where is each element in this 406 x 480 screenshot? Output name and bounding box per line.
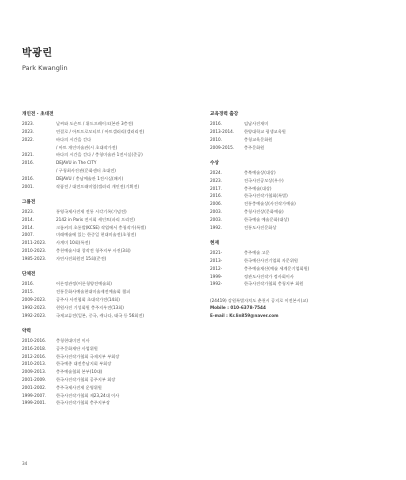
entry-year: 1999-2001. xyxy=(22,400,47,406)
cv-section xyxy=(22,111,197,190)
cv-entry xyxy=(22,288,197,296)
entry-text: 충주예술협회 본부(10대) xyxy=(56,369,103,375)
cv-section xyxy=(210,240,390,288)
entry-year: 1992-2023. xyxy=(22,304,47,310)
entry-year: 1999-2007. xyxy=(22,392,47,398)
entry-text: 충청사진상(문화예술) xyxy=(244,209,284,215)
cv-section xyxy=(210,111,390,151)
cv-entry xyxy=(210,273,390,281)
entry-year: 1992. xyxy=(210,224,222,230)
entry-text: DEJAVU in The CITY xyxy=(56,160,97,166)
entry-year: 2023. xyxy=(22,121,34,127)
entry-text: 충주예술재산(예술 세계문기업회원) xyxy=(244,265,310,271)
entry-year: 2010-2013. xyxy=(22,361,47,367)
entry-year: 2011-2023. xyxy=(22,240,47,246)
contact-email xyxy=(210,312,390,320)
cv-section xyxy=(210,160,390,232)
entry-year: 2017. xyxy=(210,185,222,191)
entry-year xyxy=(22,144,56,152)
cv-entry xyxy=(22,353,197,361)
entry-text: 현원사진 기성회원 충주지우전(13회) xyxy=(56,304,124,310)
page-number: 34 xyxy=(22,461,28,466)
section-title: 개인전 · 초대전 xyxy=(22,112,54,117)
entry-text: 전통충예술상(사진작가예술) xyxy=(244,201,296,207)
entry-year: 2013-2014. xyxy=(210,128,235,134)
entry-text: 충청교육문화원 xyxy=(244,136,273,142)
entry-year: 2001-2002. xyxy=(22,384,47,390)
entry-text: 충주예술 고문 xyxy=(244,250,270,256)
entry-year: 1985-2023. xyxy=(22,255,47,261)
entry-year: 2024. xyxy=(210,170,222,176)
cv-entry xyxy=(22,392,197,400)
entry-year: 2016. xyxy=(22,281,34,287)
entry-year: 2010-2016. xyxy=(22,337,47,343)
entry-text: 한국예술 예술문화(대상) xyxy=(244,216,290,222)
cv-entry xyxy=(210,280,390,288)
cv-entry xyxy=(210,128,390,136)
cv-entry xyxy=(22,167,197,175)
entry-text: 2142 in Paris 전시회 세인트(파리 프리전) xyxy=(56,216,135,222)
entry-year: 1992- xyxy=(210,281,223,287)
cv-entry xyxy=(22,175,197,183)
cv-entry xyxy=(210,249,390,257)
section-title: 현재 xyxy=(210,240,219,246)
cv-entry xyxy=(210,144,390,152)
entry-year: 2023. xyxy=(22,128,34,134)
entry-year: 2001-2009. xyxy=(22,376,47,382)
section-title: 그룹전 xyxy=(22,199,36,205)
cv-entry xyxy=(22,144,197,152)
entry-year: 2009-2015. xyxy=(210,144,235,150)
cv-entry xyxy=(22,368,197,376)
entry-text: 사계미 10회(특전) xyxy=(56,240,91,246)
cv-entry xyxy=(22,183,197,191)
entry-year: 2014. xyxy=(22,224,34,230)
entry-text: 전국사진공모상(우수) xyxy=(244,177,284,183)
cv-entry xyxy=(210,224,390,232)
cv-entry xyxy=(22,312,197,320)
entry-year: 1992-2023. xyxy=(22,312,47,318)
cv-section xyxy=(22,199,197,263)
entry-text: 한국사진작가협회 국제지부 부회장 xyxy=(56,353,120,359)
cv-entry xyxy=(22,376,197,384)
cv-entry xyxy=(210,120,390,128)
entry-year: 2021. xyxy=(22,152,34,158)
entry-text: 미래예술에 있는 한중일 현대미술전(초청전) xyxy=(56,232,137,238)
cv-entry xyxy=(210,265,390,273)
cv-entry xyxy=(22,296,197,304)
entry-text: 공주사 사진협회 초대작가전(14회) xyxy=(56,296,120,302)
entry-text: 한국예총 대전충남지회 부회장 xyxy=(56,361,112,367)
entry-year: 2022. xyxy=(22,136,34,142)
cv-entry xyxy=(22,384,197,392)
entry-text: 연결로 / 아트프로모티브 / 아트갤러리(갤러리전) xyxy=(56,128,145,134)
right-column xyxy=(210,111,390,329)
cv-entry xyxy=(22,120,197,128)
entry-text: 정관도사진작가 정사회이사 xyxy=(244,273,294,279)
entry-year: 2023. xyxy=(210,177,222,183)
entry-year: 2015. xyxy=(22,289,34,295)
cv-entry xyxy=(22,216,197,224)
left-column xyxy=(22,111,197,416)
cv-entry xyxy=(22,151,197,159)
entry-year: 2010. xyxy=(210,136,222,142)
section-title: 약력 xyxy=(22,328,31,334)
cv-entry xyxy=(22,345,197,353)
entry-year: 2016-2018. xyxy=(22,345,47,351)
cv-entry xyxy=(22,255,197,263)
cv-entry xyxy=(22,136,197,144)
cv-entry xyxy=(210,169,390,177)
entry-year: 2016. xyxy=(22,160,34,166)
cv-entry xyxy=(22,239,197,247)
header xyxy=(22,44,68,72)
entry-year: 2012- xyxy=(210,265,223,271)
entry-text: 충주문화원 xyxy=(244,144,265,150)
mobile-label: Mobile : xyxy=(210,305,229,311)
entry-year: 2023. xyxy=(22,209,34,215)
entry-text: 한국사진작가협회 충청지부 회원 xyxy=(244,281,304,287)
entry-text: 바다의 시간을 걷다 xyxy=(56,136,92,142)
entry-year: 2012-2016. xyxy=(22,353,47,359)
entry-text: 통영국제사진제 전통 시각기록(기념전) xyxy=(56,209,127,215)
mobile-value: 010-6378-7544 xyxy=(230,305,266,311)
entry-text: 바다의 시간을 걷다 / 충청미술관 1전시실(준공) xyxy=(56,152,143,158)
cv-entry xyxy=(22,128,197,136)
cv-entry xyxy=(22,231,197,239)
cv-entry xyxy=(210,216,390,224)
cv-entry xyxy=(22,247,197,255)
entry-text: 한국사진작가협회(특별) xyxy=(244,193,288,199)
cv-entry xyxy=(22,208,197,216)
entry-year: 2009-2013. xyxy=(22,369,47,375)
entry-text: 한국사진작가협회 공주지부 회장 xyxy=(56,376,116,382)
section-title: 단체전 xyxy=(22,272,36,278)
contact-mobile xyxy=(210,304,390,312)
cv-entry xyxy=(210,177,390,185)
cv-entry xyxy=(210,200,390,208)
entry-year: 2006. xyxy=(210,201,222,207)
cv-section xyxy=(22,271,197,319)
entry-text: 전통문화사예술현대미술제전예술회 챔피 xyxy=(56,289,131,295)
cv-entry xyxy=(22,360,197,368)
entry-year: 2001. xyxy=(22,183,34,189)
entry-text: / 구청최사진관(문화센터 초대전) xyxy=(56,167,116,173)
entry-text: 국제교류전(일본, 중국, 캐나다, 태국 등 56회전) xyxy=(56,312,145,318)
section-title: 수상 xyxy=(210,160,219,166)
entry-text: 충주예술(대상) xyxy=(244,185,272,191)
section-title: 교육경력 출강 xyxy=(210,112,239,117)
cv-entry xyxy=(22,159,197,167)
cv-entry xyxy=(22,399,197,407)
entry-year: 2009-2023. xyxy=(22,296,47,302)
entry-year: 2007. xyxy=(22,232,34,238)
entry-text: 한국예산사진기업회 자문위원 xyxy=(244,257,298,263)
entry-text: 공주문화재단 사업위원 xyxy=(56,345,98,351)
entry-year: 2016. xyxy=(210,193,222,199)
entry-text: 한국사진작가협회 제23,24대 이사 xyxy=(56,392,120,398)
entry-text: 충주국제사진제 운영위원 xyxy=(56,384,102,390)
entry-text: 한국사진작가협회 충주지부장 xyxy=(56,400,110,406)
cv-entry xyxy=(22,224,197,232)
email-value: Kr.lin859@naver.com xyxy=(229,313,279,319)
entry-year: 2016. xyxy=(210,121,222,127)
email-label: E-mail : xyxy=(210,313,228,319)
cv-entry xyxy=(210,257,390,265)
cv-entry xyxy=(22,337,197,345)
entry-text: 자연사진회원전 15회(준전) xyxy=(56,255,107,261)
cv-entry xyxy=(210,208,390,216)
cv-entry xyxy=(22,304,197,312)
entry-text: 크롬커의 초롱발(KCSE) 작업에서 충청작가(특별) xyxy=(56,224,147,230)
entry-text: 작품전 / 대전프래미엄(갤러리 개인전(기획전) xyxy=(56,183,140,189)
entry-text: DEJAVU / 충남예술관 1전시실(패키) xyxy=(56,175,124,181)
entry-year: 2010-2023. xyxy=(22,248,47,254)
entry-year: 2003. xyxy=(210,216,222,222)
cv-entry xyxy=(210,185,390,193)
entry-year: 2003. xyxy=(210,209,222,215)
entry-year: 1999- xyxy=(210,273,223,279)
entry-year: 2021- xyxy=(210,250,223,256)
cv-section xyxy=(22,328,197,407)
cv-entry xyxy=(210,192,390,200)
entry-text: 충북예술상(대상) xyxy=(244,170,276,176)
entry-year: 2013- xyxy=(210,257,223,263)
entry-year: 2016. xyxy=(22,175,34,181)
entry-text: 한양대학교 평생교육원 xyxy=(244,128,286,134)
artist-name-korean: 박광린 xyxy=(22,48,53,59)
entry-text: 충청현대미전 이사 xyxy=(56,337,90,343)
cv-entry xyxy=(22,280,197,288)
entry-text: / 아트 개인미술관(시 초대작가전) xyxy=(56,144,118,150)
entry-year xyxy=(22,167,56,175)
cv-entry xyxy=(210,136,390,144)
right-sections xyxy=(210,111,390,288)
entry-text: 충천예술시대 창작전 청주지부 사진(3회) xyxy=(56,248,131,254)
contact-block xyxy=(210,297,390,320)
entry-text: 날씨와 도슨트 / 위드프레이크(본관 3층전) xyxy=(56,121,134,127)
entry-text: 어른정관정(어른청양전예술회) xyxy=(56,281,112,287)
entry-text: 전통도사진문화상 xyxy=(244,224,277,230)
entry-year: 2014. xyxy=(22,216,34,222)
entry-text: 임남사진재미 xyxy=(244,121,269,127)
artist-name-english: Park Kwanglin xyxy=(22,64,68,72)
contact-address: (24419) 강원특별자치도 춘천시 공지로 이전본시(교) xyxy=(210,297,308,303)
